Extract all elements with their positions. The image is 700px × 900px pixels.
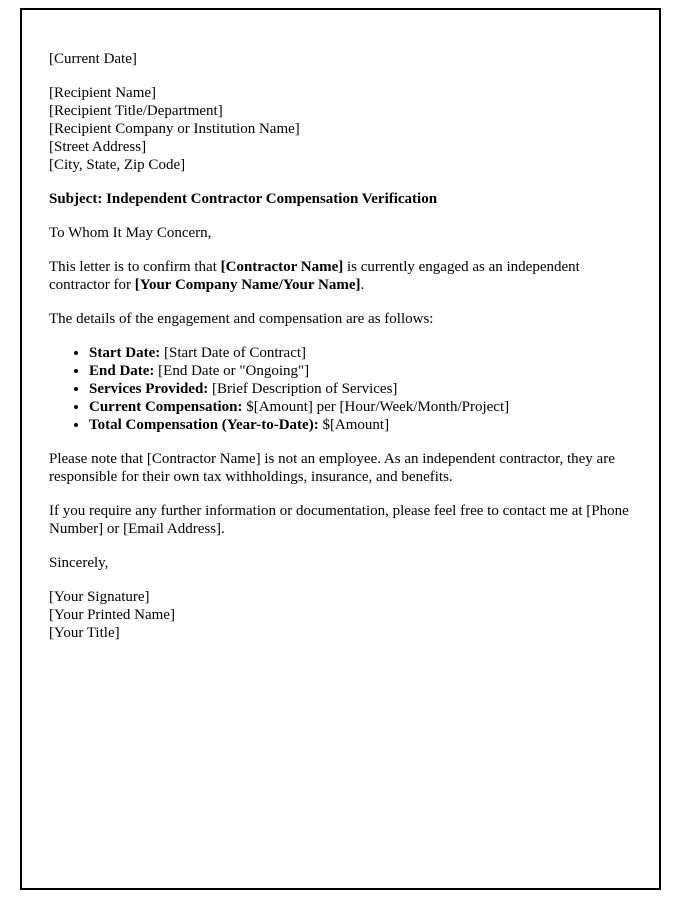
intro-text-1: This letter is to confirm that [49,259,221,275]
total-compensation-value: $[Amount] [318,417,390,433]
services-provided-label: Services Provided: [89,381,209,397]
company-name-placeholder: [Your Company Name/Your Name] [134,277,361,293]
list-item-total-compensation [89,416,633,434]
recipient-title-line: [Recipient Title/Department] [49,103,223,119]
contact-paragraph: If you require any further information or documentation, please feel free to contact me at [Phone Number] or [Email Address]. [49,503,629,537]
start-date-label: Start Date: [89,345,161,361]
salutation-line: To Whom It May Concern, [49,225,212,241]
details-intro-line: The details of the engagement and compensation are as follows: [49,311,434,327]
intro-paragraph [49,258,633,294]
recipient-street-line: [Street Address] [49,139,147,155]
signature-line: [Your Signature] [49,589,150,605]
list-item-services-provided [89,380,633,398]
end-date-value: [End Date or "Ongoing"] [154,363,310,379]
intro-text-2: is currently engaged as an independent contractor for [49,259,580,293]
intro-text-3: . [360,277,365,293]
compensation-details-list [49,344,633,434]
employee-note-paragraph: Please note that [Contractor Name] is not an employee. As an independent contractor, they are responsible for their own tax withholdings, insurance, and benefits. [49,451,615,485]
contractor-name-placeholder: [Contractor Name] [220,259,344,275]
end-date-label: End Date: [89,363,155,379]
recipient-city-line: [City, State, Zip Code] [49,157,186,173]
title-line: [Your Title] [49,625,120,641]
total-compensation-label: Total Compensation (Year-to-Date): [89,417,319,433]
letter-content [22,10,659,678]
list-item-current-compensation [89,398,633,416]
recipient-name-line: [Recipient Name] [49,85,157,101]
services-provided-value: [Brief Description of Services] [208,381,398,397]
list-item-end-date [89,362,633,380]
subject-line: Subject: Independent Contractor Compensation Verification [49,191,438,207]
start-date-value: [Start Date of Contract] [160,345,307,361]
signature-block [49,588,633,642]
recipient-address-block [49,84,633,174]
current-compensation-value: $[Amount] per [Hour/Week/Month/Project] [242,399,510,415]
printed-name-line: [Your Printed Name] [49,607,175,623]
letter-page [20,8,661,890]
current-compensation-label: Current Compensation: [89,399,243,415]
recipient-company-line: [Recipient Company or Institution Name] [49,121,300,137]
current-date-line: [Current Date] [49,51,137,67]
list-item-start-date [89,344,633,362]
closing-line: Sincerely, [49,555,109,571]
